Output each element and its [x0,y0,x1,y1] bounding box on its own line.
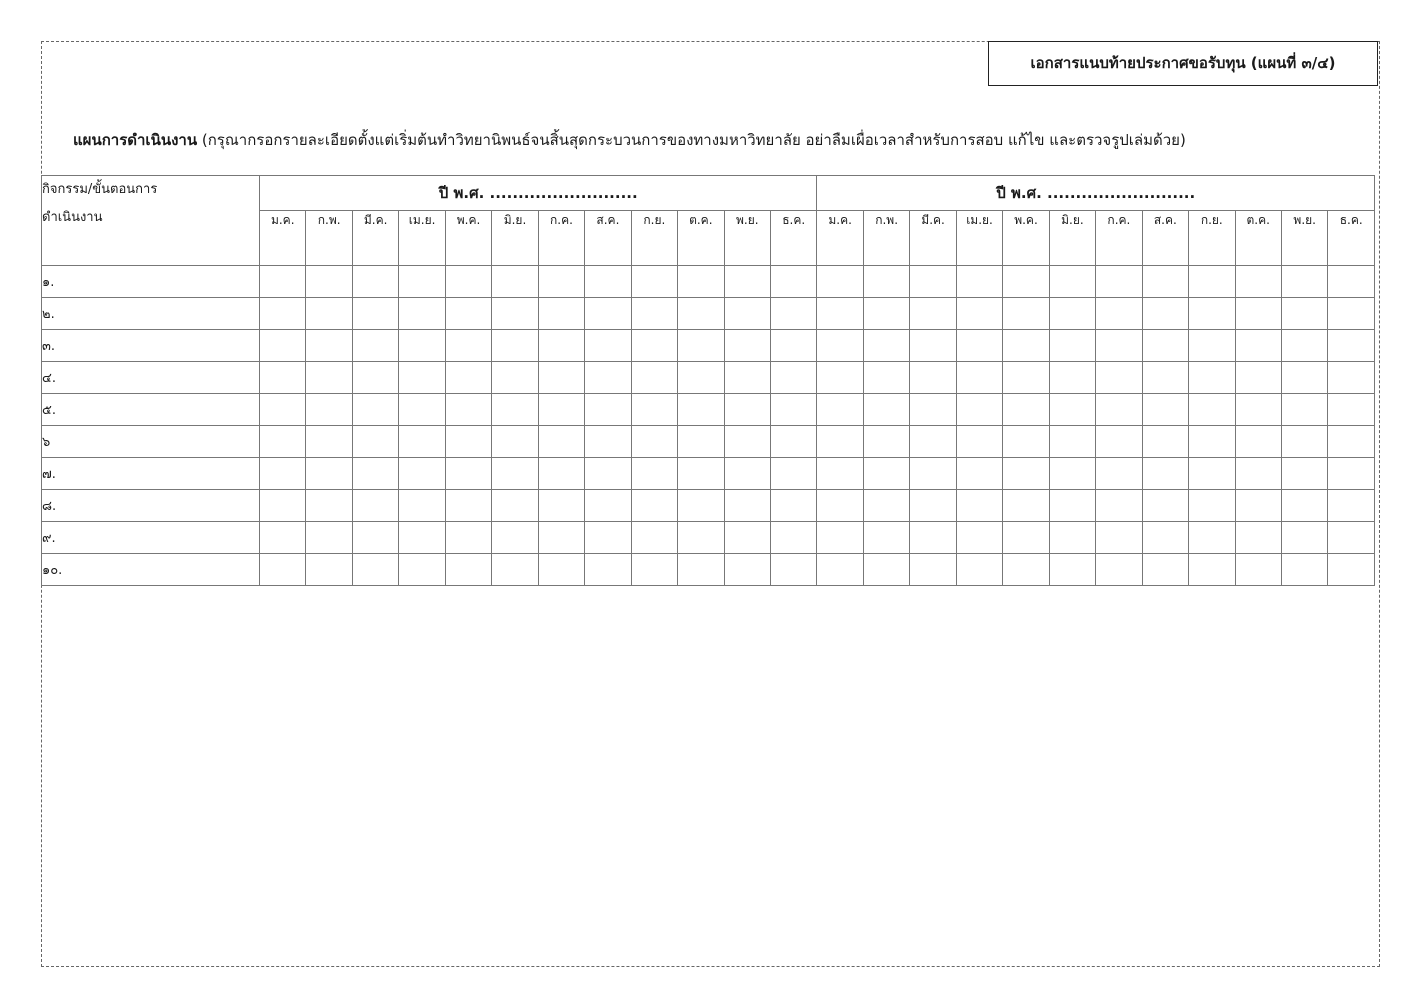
schedule-cell[interactable] [1281,330,1327,362]
schedule-cell[interactable] [863,458,909,490]
schedule-cell[interactable] [956,458,1002,490]
month-header: ธ.ค. [1328,211,1375,266]
activity-row-label[interactable]: ๔. [42,362,260,394]
activity-row-label[interactable]: ๑. [42,266,260,298]
activity-row-label[interactable]: ๘. [42,490,260,522]
schedule-cell[interactable] [1235,458,1281,490]
schedule-cell[interactable] [1328,426,1375,458]
table-row [42,266,1375,298]
schedule-cell[interactable] [956,362,1002,394]
year-header-1: ปี พ.ศ. .......................... [260,176,817,211]
month-header: เม.ย. [399,211,445,266]
schedule-cell[interactable] [399,330,445,362]
schedule-cell[interactable] [399,426,445,458]
activity-row-label[interactable]: ๖ [42,426,260,458]
schedule-cell[interactable] [956,298,1002,330]
schedule-cell[interactable] [1281,490,1327,522]
schedule-cell[interactable] [678,266,724,298]
schedule-cell[interactable] [1096,362,1142,394]
schedule-cell[interactable] [863,298,909,330]
schedule-cell[interactable] [1189,266,1235,298]
schedule-cell[interactable] [1235,394,1281,426]
month-header: ก.ค. [1096,211,1142,266]
schedule-cell[interactable] [1281,426,1327,458]
schedule-cell[interactable] [910,330,956,362]
schedule-cell[interactable] [445,298,491,330]
schedule-cell[interactable] [863,522,909,554]
month-header: มี.ค. [352,211,398,266]
schedule-cell[interactable] [1281,362,1327,394]
schedule-cell[interactable] [724,362,770,394]
schedule-cell[interactable] [445,490,491,522]
schedule-cell[interactable] [1142,522,1188,554]
table-row [42,554,1375,586]
schedule-cell[interactable] [1049,362,1095,394]
schedule-cell[interactable] [678,554,724,586]
schedule-cell[interactable] [1049,554,1095,586]
month-header: มิ.ย. [1049,211,1095,266]
schedule-cell[interactable] [724,266,770,298]
schedule-cell[interactable] [1049,458,1095,490]
schedule-cell[interactable] [538,554,584,586]
schedule-cell[interactable] [352,522,398,554]
schedule-cell[interactable] [399,522,445,554]
schedule-cell[interactable] [306,458,352,490]
month-header: ก.พ. [306,211,352,266]
schedule-cell[interactable] [863,330,909,362]
schedule-cell[interactable] [1189,458,1235,490]
schedule-cell[interactable] [445,362,491,394]
activity-header-line2: ดำเนินงาน [42,210,103,225]
month-header: มิ.ย. [492,211,538,266]
schedule-cell[interactable] [770,490,816,522]
schedule-cell[interactable] [1142,554,1188,586]
schedule-cell[interactable] [863,426,909,458]
schedule-cell[interactable] [910,554,956,586]
schedule-cell[interactable] [260,330,306,362]
schedule-cell[interactable] [306,426,352,458]
schedule-cell[interactable] [260,554,306,586]
schedule-cell[interactable] [492,394,538,426]
schedule-cell[interactable] [1096,426,1142,458]
schedule-cell[interactable] [492,490,538,522]
schedule-cell[interactable] [492,554,538,586]
schedule-cell[interactable] [1328,298,1375,330]
activity-row-label[interactable]: ๗. [42,458,260,490]
schedule-cell[interactable] [724,458,770,490]
activity-row-label[interactable]: ๒. [42,298,260,330]
schedule-cell[interactable] [260,426,306,458]
table-row [42,298,1375,330]
schedule-cell[interactable] [445,394,491,426]
month-header: ต.ค. [1235,211,1281,266]
month-header: ธ.ค. [770,211,816,266]
schedule-cell[interactable] [260,490,306,522]
schedule-cell[interactable] [352,490,398,522]
schedule-cell[interactable] [352,330,398,362]
schedule-cell[interactable] [631,266,677,298]
schedule-cell[interactable] [538,458,584,490]
schedule-cell[interactable] [770,298,816,330]
schedule-cell[interactable] [770,330,816,362]
schedule-cell[interactable] [631,330,677,362]
schedule-cell[interactable] [1049,266,1095,298]
table-row [42,490,1375,522]
schedule-cell[interactable] [1235,298,1281,330]
schedule-cell[interactable] [817,490,863,522]
month-header: พ.ค. [1003,211,1049,266]
schedule-cell[interactable] [585,330,631,362]
schedule-cell[interactable] [956,522,1002,554]
schedule-cell[interactable] [1142,490,1188,522]
month-header: ต.ค. [678,211,724,266]
schedule-cell[interactable] [585,522,631,554]
activity-row-label[interactable]: ๑๐. [42,554,260,586]
schedule-cell[interactable] [585,394,631,426]
operation-plan-table [41,175,1375,586]
schedule-cell[interactable] [1235,490,1281,522]
schedule-cell[interactable] [910,394,956,426]
schedule-cell[interactable] [678,490,724,522]
schedule-cell[interactable] [817,330,863,362]
schedule-cell[interactable] [585,426,631,458]
schedule-cell[interactable] [492,522,538,554]
year-header-2: ปี พ.ศ. .......................... [817,176,1375,211]
schedule-cell[interactable] [260,362,306,394]
activity-column-header [42,176,260,266]
schedule-cell[interactable] [1235,426,1281,458]
schedule-cell[interactable] [1142,362,1188,394]
schedule-cell[interactable] [770,554,816,586]
schedule-cell[interactable] [1189,394,1235,426]
schedule-cell[interactable] [399,554,445,586]
table-row [42,458,1375,490]
schedule-cell[interactable] [445,522,491,554]
schedule-cell[interactable] [910,426,956,458]
schedule-cell[interactable] [352,426,398,458]
schedule-cell[interactable] [1003,362,1049,394]
schedule-cell[interactable] [678,522,724,554]
schedule-cell[interactable] [1142,298,1188,330]
schedule-cell[interactable] [585,298,631,330]
schedule-cell[interactable] [1096,394,1142,426]
schedule-cell[interactable] [1096,298,1142,330]
schedule-cell[interactable] [538,426,584,458]
schedule-cell[interactable] [1281,458,1327,490]
schedule-cell[interactable] [1189,426,1235,458]
schedule-cell[interactable] [352,554,398,586]
schedule-cell[interactable] [631,458,677,490]
schedule-cell[interactable] [538,298,584,330]
schedule-cell[interactable] [1049,426,1095,458]
schedule-cell[interactable] [678,394,724,426]
schedule-cell[interactable] [399,458,445,490]
schedule-cell[interactable] [956,266,1002,298]
schedule-cell[interactable] [538,394,584,426]
schedule-cell[interactable] [678,458,724,490]
schedule-cell[interactable] [1049,330,1095,362]
schedule-cell[interactable] [1003,298,1049,330]
schedule-cell[interactable] [1189,554,1235,586]
schedule-cell[interactable] [1281,554,1327,586]
table-row [42,330,1375,362]
schedule-cell[interactable] [910,298,956,330]
schedule-cell[interactable] [1328,490,1375,522]
schedule-cell[interactable] [538,490,584,522]
schedule-cell[interactable] [1096,522,1142,554]
month-header: ก.ย. [1189,211,1235,266]
schedule-cell[interactable] [306,394,352,426]
schedule-cell[interactable] [1328,362,1375,394]
schedule-cell[interactable] [1096,554,1142,586]
activity-row-label[interactable]: ๕. [42,394,260,426]
schedule-cell[interactable] [260,266,306,298]
table-row [42,362,1375,394]
schedule-cell[interactable] [631,554,677,586]
schedule-cell[interactable] [492,330,538,362]
schedule-cell[interactable] [352,458,398,490]
schedule-cell[interactable] [1328,522,1375,554]
schedule-cell[interactable] [585,554,631,586]
month-header: มี.ค. [910,211,956,266]
schedule-cell[interactable] [585,266,631,298]
schedule-cell[interactable] [1235,554,1281,586]
schedule-cell[interactable] [1328,394,1375,426]
schedule-cell[interactable] [1096,330,1142,362]
plan-heading [73,128,1373,152]
schedule-cell[interactable] [724,426,770,458]
month-header: ม.ค. [260,211,306,266]
schedule-cell[interactable] [1281,394,1327,426]
schedule-cell[interactable] [1003,330,1049,362]
table-row [42,394,1375,426]
month-header: เม.ย. [956,211,1002,266]
schedule-cell[interactable] [817,266,863,298]
schedule-cell[interactable] [1142,266,1188,298]
schedule-cell[interactable] [770,394,816,426]
schedule-cell[interactable] [445,266,491,298]
schedule-cell[interactable] [260,458,306,490]
schedule-cell[interactable] [1235,330,1281,362]
schedule-cell[interactable] [1142,458,1188,490]
schedule-cell[interactable] [631,394,677,426]
schedule-cell[interactable] [956,394,1002,426]
schedule-cell[interactable] [1281,266,1327,298]
schedule-cell[interactable] [1235,266,1281,298]
schedule-cell[interactable] [1189,298,1235,330]
schedule-cell[interactable] [1003,266,1049,298]
schedule-cell[interactable] [956,490,1002,522]
schedule-cell[interactable] [492,458,538,490]
schedule-cell[interactable] [910,458,956,490]
schedule-cell[interactable] [1189,522,1235,554]
schedule-cell[interactable] [1003,554,1049,586]
schedule-cell[interactable] [770,266,816,298]
month-header: พ.ค. [445,211,491,266]
schedule-cell[interactable] [631,298,677,330]
schedule-cell[interactable] [399,362,445,394]
schedule-cell[interactable] [1096,458,1142,490]
schedule-cell[interactable] [306,266,352,298]
schedule-cell[interactable] [1142,426,1188,458]
table-row [42,426,1375,458]
schedule-cell[interactable] [1003,490,1049,522]
activity-row-label[interactable]: ๙. [42,522,260,554]
schedule-cell[interactable] [863,266,909,298]
schedule-cell[interactable] [492,426,538,458]
schedule-cell[interactable] [306,362,352,394]
schedule-cell[interactable] [538,266,584,298]
schedule-cell[interactable] [910,490,956,522]
schedule-cell[interactable] [817,298,863,330]
schedule-cell[interactable] [631,490,677,522]
schedule-cell[interactable] [817,426,863,458]
schedule-cell[interactable] [817,554,863,586]
schedule-cell[interactable] [1328,330,1375,362]
schedule-cell[interactable] [956,330,1002,362]
schedule-cell[interactable] [817,522,863,554]
schedule-cell[interactable] [352,266,398,298]
month-header: พ.ย. [724,211,770,266]
schedule-cell[interactable] [399,298,445,330]
schedule-cell[interactable] [1096,490,1142,522]
schedule-cell[interactable] [1049,490,1095,522]
activity-header-line1: กิจกรรม/ขั้นตอนการ [42,182,158,197]
schedule-cell[interactable] [585,362,631,394]
schedule-cell[interactable] [306,490,352,522]
schedule-cell[interactable] [1003,522,1049,554]
schedule-cell[interactable] [1096,266,1142,298]
schedule-cell[interactable] [817,458,863,490]
plan-title: แผนการดำเนินงาน [73,131,198,149]
schedule-cell[interactable] [306,330,352,362]
schedule-cell[interactable] [1049,394,1095,426]
schedule-cell[interactable] [306,554,352,586]
schedule-cell[interactable] [631,426,677,458]
month-header: ส.ค. [1142,211,1188,266]
schedule-cell[interactable] [1189,362,1235,394]
schedule-cell[interactable] [399,394,445,426]
schedule-cell[interactable] [1049,522,1095,554]
schedule-cell[interactable] [1235,522,1281,554]
schedule-cell[interactable] [538,362,584,394]
schedule-cell[interactable] [631,362,677,394]
schedule-cell[interactable] [678,426,724,458]
schedule-cell[interactable] [1235,362,1281,394]
activity-row-label[interactable]: ๓. [42,330,260,362]
schedule-cell[interactable] [910,266,956,298]
document-label: เอกสารแนบท้ายประกาศขอรับทุน (แผนที่ ๓/๔) [988,41,1378,86]
schedule-cell[interactable] [445,554,491,586]
schedule-cell[interactable] [445,426,491,458]
schedule-cell[interactable] [770,522,816,554]
schedule-cell[interactable] [724,522,770,554]
schedule-cell[interactable] [352,362,398,394]
schedule-cell[interactable] [1281,522,1327,554]
schedule-cell[interactable] [770,458,816,490]
schedule-cell[interactable] [678,330,724,362]
month-header: ก.พ. [863,211,909,266]
schedule-cell[interactable] [492,362,538,394]
schedule-cell[interactable] [910,362,956,394]
schedule-cell[interactable] [399,266,445,298]
schedule-cell[interactable] [678,298,724,330]
schedule-cell[interactable] [817,394,863,426]
schedule-cell[interactable] [724,554,770,586]
schedule-cell[interactable] [863,394,909,426]
schedule-cell[interactable] [1142,394,1188,426]
schedule-cell[interactable] [817,362,863,394]
schedule-cell[interactable] [538,522,584,554]
schedule-cell[interactable] [724,394,770,426]
schedule-cell[interactable] [352,394,398,426]
plan-instructions: (กรุณากรอกรายละเอียดตั้งแต่เริ่มต้นทำวิทยานิพนธ์จนสิ้นสุดกระบวนการของทางมหาวิทยาลัย อย่าลืมเผื่อเวลาสำหรับการสอบ แก้ไข และตรวจรูปเล่มด้วย) [201,131,1186,149]
schedule-cell[interactable] [260,522,306,554]
schedule-cell[interactable] [956,426,1002,458]
schedule-cell[interactable] [770,362,816,394]
schedule-cell[interactable] [863,490,909,522]
schedule-cell[interactable] [585,490,631,522]
schedule-cell[interactable] [863,554,909,586]
schedule-cell[interactable] [724,298,770,330]
schedule-cell[interactable] [1049,298,1095,330]
schedule-cell[interactable] [492,266,538,298]
schedule-cell[interactable] [538,330,584,362]
month-header: ม.ค. [817,211,863,266]
month-header: ส.ค. [585,211,631,266]
schedule-cell[interactable] [956,554,1002,586]
schedule-cell[interactable] [352,298,398,330]
schedule-cell[interactable] [1189,330,1235,362]
month-header: ก.ย. [631,211,677,266]
schedule-cell[interactable] [445,458,491,490]
schedule-cell[interactable] [306,298,352,330]
schedule-cell[interactable] [1003,426,1049,458]
schedule-cell[interactable] [910,522,956,554]
schedule-cell[interactable] [1189,490,1235,522]
schedule-cell[interactable] [678,362,724,394]
schedule-cell[interactable] [492,298,538,330]
schedule-cell[interactable] [1003,458,1049,490]
schedule-cell[interactable] [1142,330,1188,362]
schedule-cell[interactable] [1281,298,1327,330]
schedule-cell[interactable] [585,458,631,490]
schedule-cell[interactable] [724,490,770,522]
schedule-cell[interactable] [306,522,352,554]
schedule-cell[interactable] [260,298,306,330]
schedule-cell[interactable] [770,426,816,458]
schedule-cell[interactable] [631,522,677,554]
schedule-cell[interactable] [1328,458,1375,490]
month-header: ก.ค. [538,211,584,266]
schedule-cell[interactable] [445,330,491,362]
schedule-cell[interactable] [260,394,306,426]
month-header: พ.ย. [1281,211,1327,266]
schedule-cell[interactable] [1328,266,1375,298]
schedule-cell[interactable] [1003,394,1049,426]
table-row [42,522,1375,554]
schedule-cell[interactable] [724,330,770,362]
schedule-cell[interactable] [863,362,909,394]
schedule-cell[interactable] [1328,554,1375,586]
schedule-cell[interactable] [399,490,445,522]
